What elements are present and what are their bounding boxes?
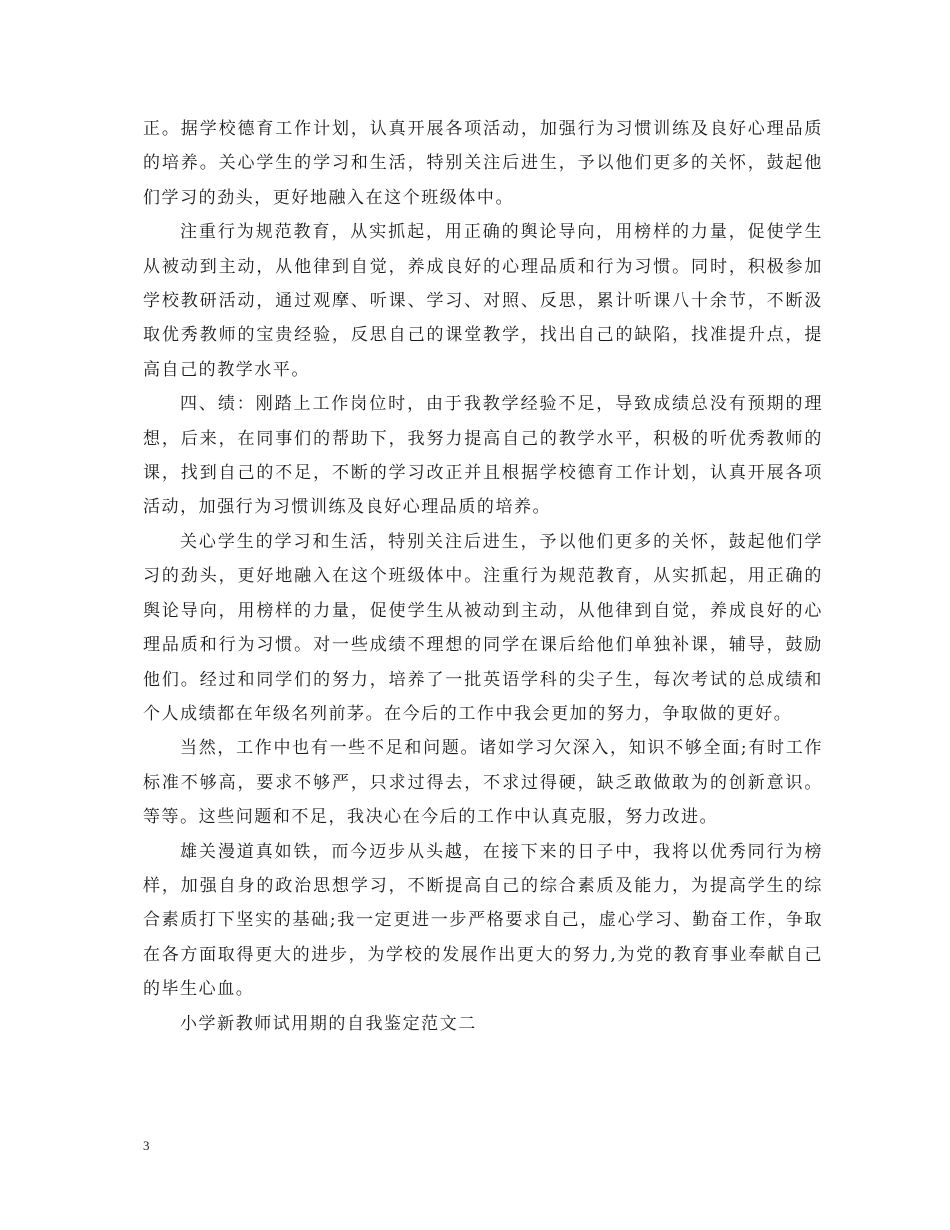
paragraph: 关心学生的学习和生活，特别关注后进生，予以他们更多的关怀，鼓起他们学习的劲头，更好地融入在这个班级体中。注重行为规范教育，从实抓起，用正确的舆论导向，用榜样的力量，促使学生从被动到主动，从他律到自觉，养成良好的心理品质和行为习惯。对一些成绩不理想的同学在课后给他们单独补课，辅导，鼓励他们。经过和同学们的努力，培养了一批英语学科的尖子生，每次考试的总成绩和个人成绩都在年级名列前茅。在今后的工作中我会更加的努力，争取做的更好。	[143, 531, 823, 724]
paragraph: 当然，工作中也有一些不足和问题。诸如学习欠深入，知识不够全面;有时工作标准不够高，要求不够严，只求过得去，不求过得硬，缺乏敢做敢为的创新意识。等等。这些问题和不足，我决心在今后的工作中认真克服，努力改进。	[143, 738, 823, 828]
paragraph: 四、绩：刚踏上工作岗位时，由于我教学经验不足，导致成绩总没有预期的理想，后来，在同事们的帮助下，我努力提高自己的教学水平，积极的听优秀教师的课，找到自己的不足，不断的学习改正并且根据学校德育工作计划，认真开展各项活动，加强行为习惯训练及良好心理品质的培养。	[143, 394, 823, 518]
page-number: 3	[143, 1138, 150, 1153]
document-body	[143, 112, 823, 1041]
paragraph: 注重行为规范教育，从实抓起，用正确的舆论导向，用榜样的力量，促使学生从被动到主动，从他律到自觉，养成良好的心理品质和行为习惯。同时，积极参加学校教研活动，通过观摩、听课、学习、对照、反思，累计听课八十余节，不断汲取优秀教师的宝贵经验，反思自己的课堂教学，找出自己的缺陷，找准提升点，提高自己的教学水平。	[143, 222, 823, 380]
section-heading: 小学新教师试用期的自我鉴定范文二	[180, 1013, 477, 1034]
paragraph: 雄关漫道真如铁，而今迈步从头越，在接下来的日子中，我将以优秀同行为榜样，加强自身的政治思想学习，不断提高自己的综合素质及能力，为提高学生的综合素质打下坚实的基础;我一定更进一步严格要求自己，虚心学习、勤奋工作，争取在各方面取得更大的进步，为学校的发展作出更大的努力,为党的教育事业奉献自己的毕生心血。	[143, 841, 823, 1000]
paragraph: 正。据学校德育工作计划，认真开展各项活动，加强行为习惯训练及良好心理品质的培养。关心学生的学习和生活，特别关注后进生，予以他们更多的关怀，鼓起他们学习的劲头，更好地融入在这个班级体中。	[143, 119, 823, 208]
